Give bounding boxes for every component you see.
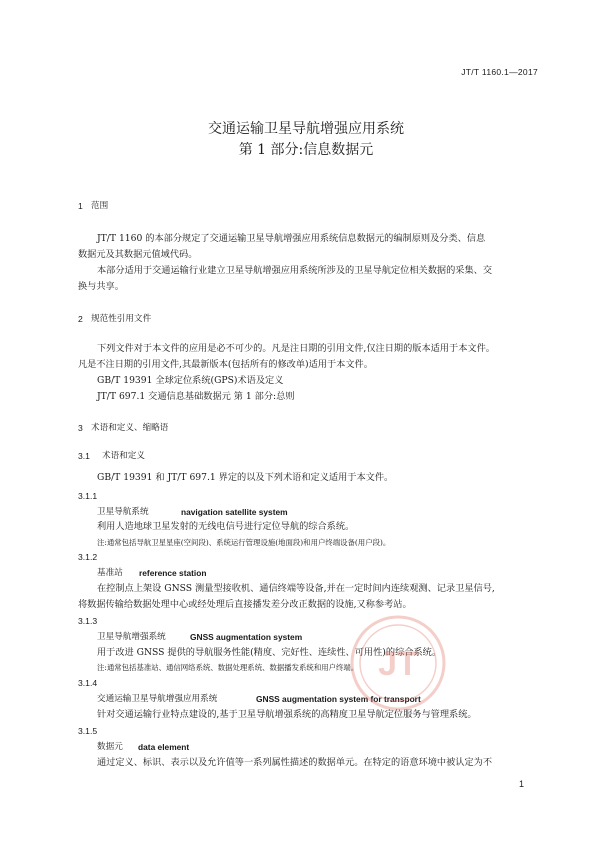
section-2-paragraph-1-cont: 凡是不注日期的引用文件,其最新版本(包括所有的修改单)适用于本文件。 [78, 359, 373, 370]
term-number: 3.1.3 [78, 616, 98, 626]
section-1-paragraph-1-cont: 数据元及其数据元值域代码。 [78, 249, 198, 260]
section-1-number: 1 [78, 201, 83, 211]
section-3-1-heading: 术语和定义 [102, 451, 145, 461]
term-number: 3.1.5 [78, 726, 98, 736]
seal-text: JT [378, 645, 418, 683]
term-chinese-name: 卫星导航增强系统 [97, 632, 166, 642]
normative-reference-2: JT/T 697.1 交通信息基础数据元 第 1 部分:总则 [97, 391, 295, 402]
term-definition: 在控制点上架设 GNSS 测量型接收机、通信终端等设备,并在一定时间内连续观测、记录卫星信号, [97, 583, 495, 594]
document-subtitle: 第 1 部分:信息数据元 [238, 142, 374, 158]
term-number: 3.1.2 [78, 552, 98, 562]
term-english-name: GNSS augmentation system [190, 632, 303, 642]
section-2-number: 2 [78, 314, 83, 324]
term-english-name: GNSS augmentation system for transport [256, 694, 421, 704]
section-3-number: 3 [78, 423, 83, 433]
term-definition: 针对交通运输行业特点建设的,基于卫星导航增强系统的高精度卫星导航定位服务与管理系统。 [97, 709, 477, 720]
section-2-heading: 规范性引用文件 [91, 314, 152, 324]
term-note: 注:通常包括导航卫星星座(空间段)、系统运行管理设施(地面段)和用户终端设备(用户段)。 [97, 538, 391, 547]
term-note: 注:通常包括基准站、通信网络系统、数据处理系统、数据播发系统和用户终端。 [97, 663, 359, 672]
term-chinese-name: 数据元 [97, 742, 123, 752]
normative-reference-1: GB/T 19391 全球定位系统(GPS)术语及定义 [97, 375, 284, 386]
document-title: 交通运输卫星导航增强应用系统 [208, 121, 404, 137]
section-1-heading: 范围 [91, 201, 109, 211]
term-definition: 利用人造地球卫星发射的无线电信号进行定位导航的综合系统。 [97, 521, 355, 532]
term-definition: 用于改进 GNSS 提供的导航服务性能(精度、完好性、连续性、可用性)的综合系统。 [97, 647, 442, 658]
term-english-name: navigation satellite system [181, 507, 288, 517]
section-1-paragraph-2-cont: 换与共享。 [78, 281, 124, 292]
term-number: 3.1.1 [78, 491, 98, 501]
term-english-name: data element [138, 742, 190, 752]
term-definition: 通过定义、标识、表示以及允许值等一系列属性描述的数据单元。在特定的语意环境中被认定为不 [97, 757, 493, 768]
section-3-heading: 术语和定义、缩略语 [91, 423, 169, 433]
standard-number: JT/T 1160.1—2017 [461, 67, 538, 77]
term-chinese-name: 卫星导航系统 [97, 507, 149, 517]
term-english-name: reference station [139, 568, 207, 578]
page-number: 1 [518, 779, 524, 789]
section-3-1-intro: GB/T 19391 和 JT/T 697.1 界定的以及下列术语和定义适用于本文件。 [97, 472, 394, 483]
section-1-paragraph-2: 本部分适用于交通运输行业建立卫星导航增强应用系统所涉及的卫星导航定位相关数据的采集、交 [97, 265, 493, 276]
section-3-1-number: 3.1 [78, 451, 90, 461]
section-2-paragraph-1: 下列文件对于本文件的应用是必不可少的。凡是注日期的引用文件,仅注日期的版本适用于本文件。 [97, 343, 495, 354]
term-chinese-name: 基准站 [97, 568, 123, 578]
term-chinese-name: 交通运输卫星导航增强应用系统 [97, 694, 218, 704]
term-definition-cont: 将数据传输给数据处理中心或经处理后直接播发差分改正数据的设施,又称参考站。 [78, 599, 412, 610]
section-1-paragraph-1: JT/T 1160 的本部分规定了交通运输卫星导航增强应用系统信息数据元的编制原则及分类、信息 [97, 233, 486, 244]
term-number: 3.1.4 [78, 678, 98, 688]
